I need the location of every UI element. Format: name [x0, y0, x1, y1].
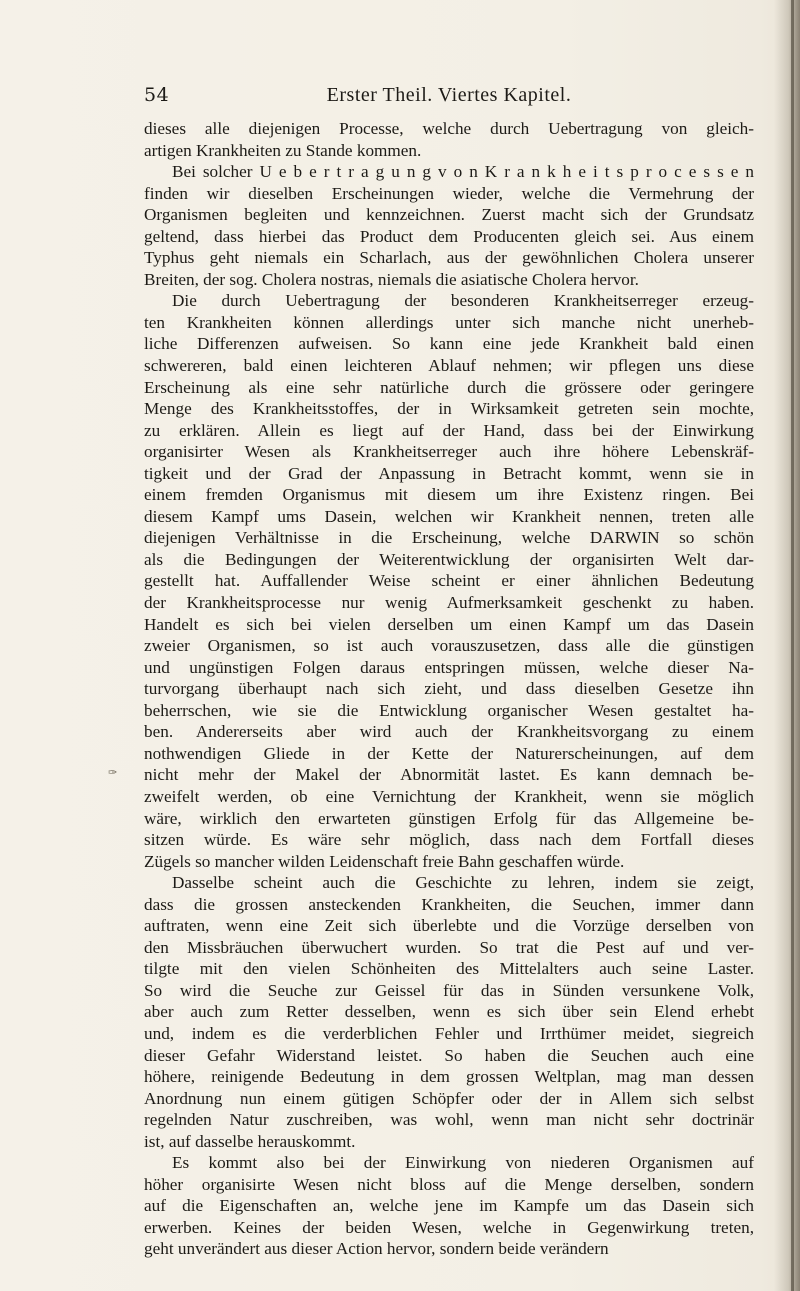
text-line: regelnden Natur zuschreiben, was wohl, wenn man nicht sehr doctrinär: [144, 1110, 754, 1130]
text-line: So wird die Seuche zur Geissel für das in Sünden versunkene Volk,: [144, 980, 754, 1000]
text-line: Die durch Uebertragung der besonderen Krankheitserreger erzeug-: [172, 291, 754, 311]
text-line: Handelt es sich bei vielen derselben um einen Kampf um das Dasein: [144, 614, 754, 634]
text-line: sitzen würde. Es wäre sehr möglich, dass nach dem Fortfall dieses: [144, 830, 754, 850]
text-line: Organismen begleiten und kennzeichnen. Zuerst macht sich der Grundsatz: [144, 205, 754, 225]
text-line: Breiten, der sog. Cholera nostras, niemals die asiatische Cholera hervor.: [144, 269, 639, 289]
text-line: auftraten, wenn eine Zeit sich überlebte und die Vorzüge derselben von: [144, 916, 754, 936]
text-line: aber auch zum Retter desselben, wenn es sich über sein Elend erhebt: [144, 1002, 754, 1022]
text-line: turvorgang überhaupt nach sich zieht, und dass dieselben Gesetze ihn: [144, 679, 754, 699]
text-line: geht unverändert aus dieser Action hervor, sondern beide verändern: [144, 1239, 609, 1259]
page-edge-shadow: [774, 0, 800, 1291]
text-line: Es kommt also bei der Einwirkung von niederen Organismen auf: [172, 1153, 754, 1173]
text-line: geltend, dass hierbei das Product dem Producenten gleich sei. Aus einem: [144, 226, 754, 246]
text-line: Menge des Krankheitsstoffes, der in Wirksamkeit getreten sein mochte,: [144, 399, 754, 419]
text-line: und, indem es die verderblichen Fehler und Irrthümer meidet, siegreich: [144, 1023, 754, 1043]
text-line: Zügels so mancher wilden Leidenschaft freie Bahn geschaffen würde.: [144, 851, 625, 871]
page-header: [144, 84, 754, 114]
text-line: und ungünstigen Folgen daraus entspringen müssen, welche dieser Na-: [144, 657, 754, 677]
text-line: Typhus geht niemals ein Scharlach, aus der gewöhnlichen Cholera unserer: [144, 248, 754, 268]
text-line: nothwendigen Gliede in der Kette der Naturerscheinungen, auf dem: [144, 743, 754, 763]
text-line: tigkeit und der Grad der Anpassung in Betracht kommt, wenn sie in: [144, 463, 754, 483]
margin-mark: ✑: [108, 766, 118, 779]
text-line: ben. Andererseits aber wird auch der Krankheitsvorgang zu einem: [144, 722, 754, 742]
text-line: liche Differenzen aufweisen. So kann eine jede Krankheit bald einen: [144, 334, 754, 354]
text-line: einem fremden Organismus mit diesem um ihre Existenz ringen. Bei: [144, 485, 754, 505]
text-line: Bei solcher U e b e r t r a g u n g v o n K r a n k h e i t s p r o c e s s e n: [172, 162, 754, 182]
page-number: 54: [144, 84, 170, 106]
text-line: der Krankheitsprocesse nur wenig Aufmerksamkeit geschenkt zu haben.: [144, 593, 754, 613]
text-line: den Missbräuchen überwuchert wurden. So trat die Pest auf und ver-: [144, 937, 754, 957]
text-line: finden wir dieselben Erscheinungen wieder, welche die Vermehrung der: [144, 183, 754, 203]
text-line: diejenigen Verhältnisse in die Erscheinung, welche DARWIN so schön: [144, 528, 754, 548]
text-line: tilgte mit den vielen Schönheiten des Mittelalters auch seine Laster.: [144, 959, 754, 979]
body-text: [144, 118, 754, 1260]
text-line: erwerben. Keines der beiden Wesen, welche in Gegenwirkung treten,: [144, 1217, 754, 1237]
text-line: artigen Krankheiten zu Stande kommen.: [144, 140, 422, 160]
text-line: höhere, reinigende Bedeutung in dem grossen Weltplan, mag man dessen: [144, 1067, 754, 1087]
text-line: nicht mehr der Makel der Abnormität lastet. Es kann demnach be-: [144, 765, 754, 785]
text-line: Erscheinung als eine sehr natürliche durch die grössere oder geringere: [144, 377, 754, 397]
text-line: ist, auf dasselbe herauskommt.: [144, 1131, 356, 1151]
text-line: dieser Gefahr Widerstand leistet. So haben die Seuchen auch eine: [144, 1045, 754, 1065]
text-line: zweifelt werden, ob eine Vernichtung der Krankheit, wenn sie möglich: [144, 786, 754, 806]
text-line: diesem Kampf ums Dasein, welchen wir Krankheit nennen, treten alle: [144, 506, 754, 526]
text-line: Anordnung nun einem gütigen Schöpfer oder der in Allem sich selbst: [144, 1088, 754, 1108]
text-line: ten Krankheiten können allerdings unter sich manche nicht unerheb-: [144, 312, 754, 332]
text-line: dass die grossen ansteckenden Krankheiten, die Seuchen, immer dann: [144, 894, 754, 914]
text-line: zweier Organismen, so ist auch vorauszusetzen, dass alle die günstigen: [144, 636, 754, 656]
text-line: Dasselbe scheint auch die Geschichte zu lehren, indem sie zeigt,: [172, 873, 754, 893]
text-line: dieses alle diejenigen Processe, welche durch Uebertragung von gleich-: [144, 119, 754, 138]
text-line: höher organisirte Wesen nicht bloss auf die Menge derselben, sondern: [144, 1174, 754, 1194]
text-line: zu erklären. Allein es liegt auf der Hand, dass bei der Einwirkung: [144, 420, 754, 440]
page-edge-line: [791, 0, 794, 1291]
running-head: Erster Theil. Viertes Kapitel.: [326, 84, 572, 106]
text-line: als die Bedingungen der Weiterentwicklung der organisirten Welt dar-: [144, 549, 754, 569]
text-line: auf die Eigenschaften an, welche jene im Kampfe um das Dasein sich: [144, 1196, 754, 1216]
text-line: wäre, wirklich den erwarteten günstigen Erfolg für das Allgemeine be-: [144, 808, 754, 828]
text-line: gestellt hat. Auffallender Weise scheint er einer ähnlichen Bedeutung: [144, 571, 754, 591]
text-line: organisirter Wesen als Krankheitserreger auch ihre höhere Lebenskräf-: [144, 442, 754, 462]
text-line: schwereren, bald einen leichteren Ablauf nehmen; wir pflegen uns diese: [144, 356, 754, 376]
text-line: beherrschen, wie sie die Entwicklung organischer Wesen gestaltet ha-: [144, 700, 754, 720]
